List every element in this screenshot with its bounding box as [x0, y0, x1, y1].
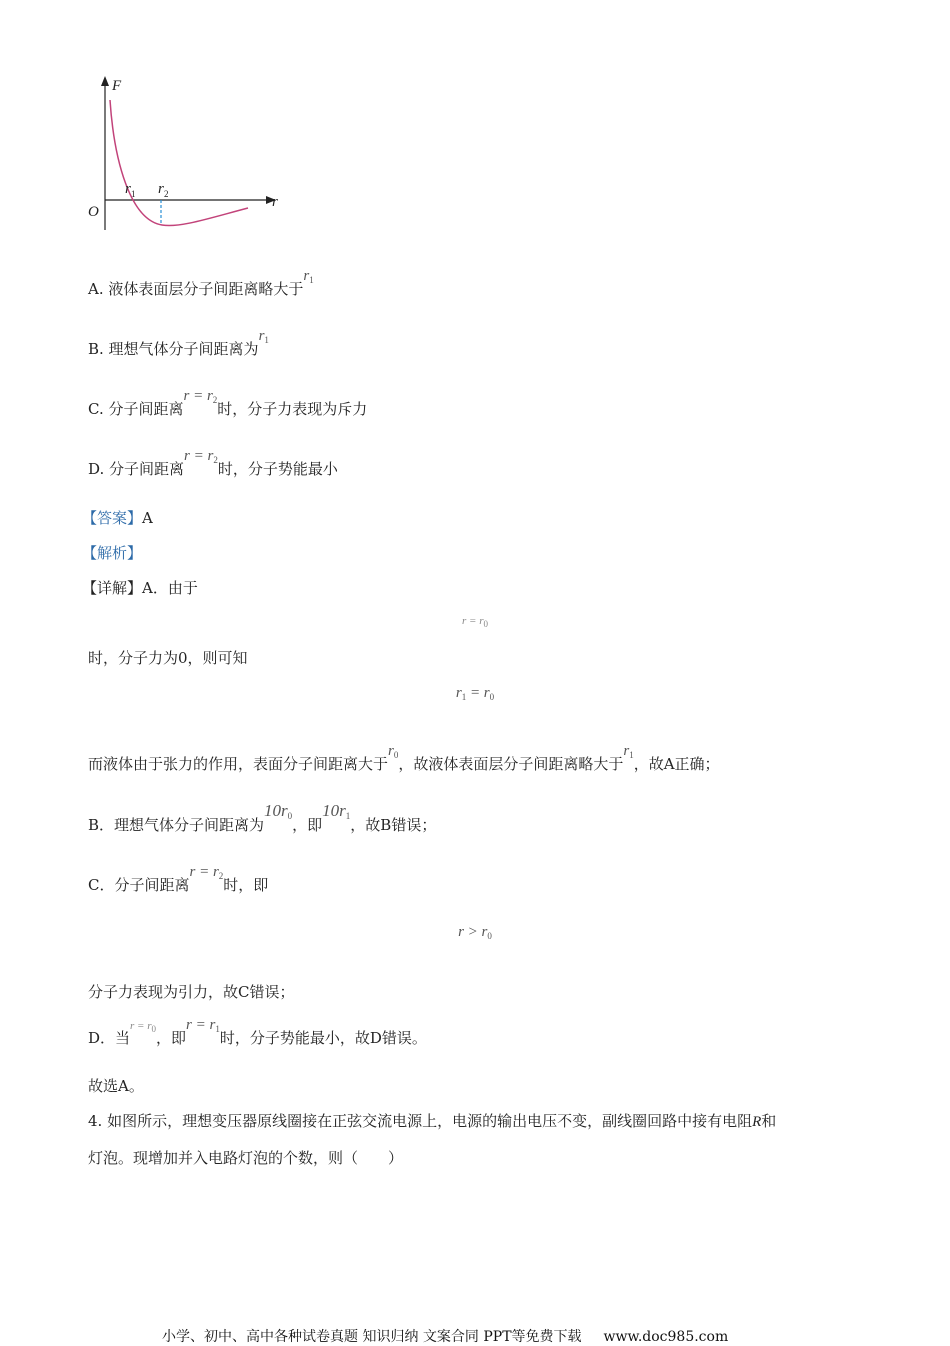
option-c — [88, 388, 368, 419]
answer-label: 【答案】 — [82, 509, 143, 527]
r1-sub: 1 — [131, 189, 136, 199]
force-curve — [110, 100, 248, 226]
option-d-tail: 时，分子势能最小 — [217, 460, 338, 478]
option-b-text: B. 理想气体分子间距离为 — [88, 340, 259, 358]
option-a-math: $r_1$ — [303, 268, 314, 285]
equation-2: $r_1 = r_0$ — [455, 685, 495, 702]
option-b — [88, 328, 269, 359]
detail-line-5: 分子力表现为引力，故C错误； — [88, 983, 295, 1001]
detail-line-6: D．当$^{r = r_0}$，即$r = r_1$时，分子势能最小，故D错误。 — [88, 1017, 427, 1047]
analysis-label: 【解析】 — [82, 544, 143, 562]
r2-label: r — [158, 181, 164, 197]
y-axis-label: F — [112, 78, 122, 94]
detail-line-1: 时，分子力为0，则可知 — [88, 649, 248, 667]
footer-url[interactable]: www.doc985.com — [603, 1329, 729, 1345]
detail-line-3: B．理想气体分子间距离为$10r_0$，即$10r_1$，故B错误； — [88, 801, 437, 834]
detail-intro — [82, 577, 198, 598]
footer — [162, 1326, 728, 1346]
option-c-text: C. 分子间距离 — [88, 400, 184, 418]
option-d — [88, 448, 338, 479]
footer-text: 小学、初中、高中各种试卷真题 知识归纳 文案合同 PPT等免费下载 — [162, 1329, 582, 1345]
question-4-line-2: 灯泡。现增加并入电路灯泡的个数，则（ ） — [88, 1149, 404, 1167]
option-d-math: $r = r_2$ — [184, 448, 218, 465]
answer-line — [82, 507, 153, 528]
detail-label: 【详解】 — [82, 579, 143, 597]
x-axis-label: r — [272, 194, 278, 210]
option-a — [88, 268, 314, 299]
equation-3: $r > r_0$ — [458, 924, 492, 941]
question-4-line-1: 4. 如图所示，理想变压器原线圈接在正弦交流电源上，电源的输出电压不变，副线圈回路中接有电阻R和 — [88, 1112, 777, 1130]
r2-sub: 2 — [164, 189, 169, 199]
option-b-math: $r_1$ — [258, 328, 269, 345]
equation-1: $r = r_0$ — [462, 615, 488, 629]
option-c-math: $r = r_2$ — [183, 388, 218, 405]
force-distance-graph — [80, 70, 290, 240]
y-axis-arrow — [101, 76, 109, 86]
origin-label: O — [88, 204, 99, 220]
option-d-text: D. 分子间距离 — [88, 460, 185, 478]
detail-intro-text: A．由于 — [142, 579, 198, 597]
detail-line-2: 而液体由于张力的作用，表面分子间距离大于$r_0$，故液体表面层分子间距离略大于$r_1$，故A正确； — [88, 743, 720, 773]
detail-conclusion: 故选A。 — [88, 1077, 144, 1095]
option-a-text: A. 液体表面层分子间距离略大于 — [88, 280, 304, 298]
detail-line-4: C．分子间距离$r = r_2$时，即 — [88, 864, 269, 894]
r1-label: r — [125, 181, 131, 197]
answer-value: A — [142, 509, 153, 527]
option-c-tail: 时，分子力表现为斥力 — [217, 400, 368, 418]
